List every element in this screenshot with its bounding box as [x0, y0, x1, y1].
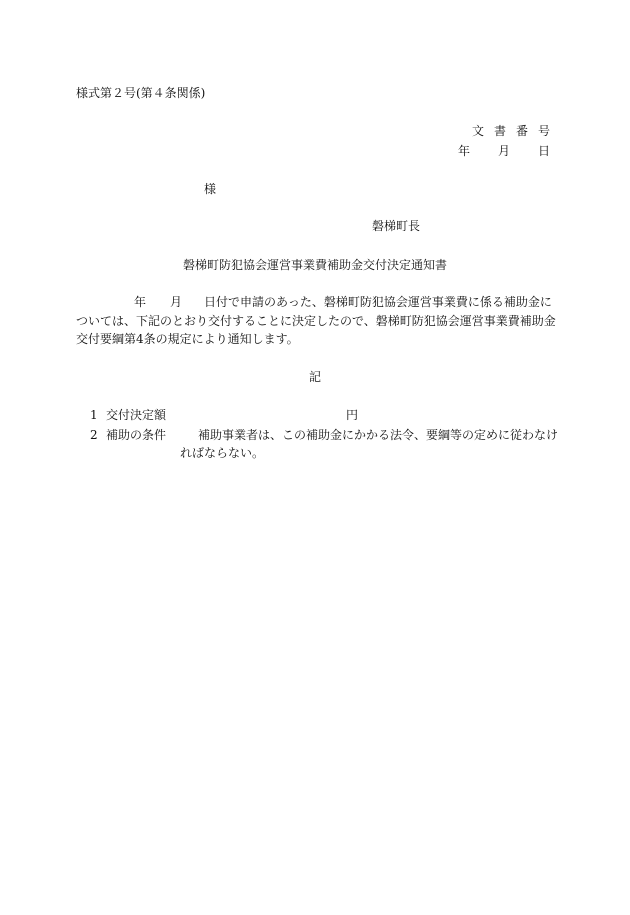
body-line-1	[76, 293, 554, 312]
item-grant-amount	[90, 406, 358, 423]
document-date	[458, 142, 550, 159]
item-value: 円	[346, 408, 359, 422]
body-line-2: ついては、下記のとおり交付することに決定したので、磐梯町防犯協会運営事業費補助金	[76, 313, 556, 328]
body-line-3: 交付要綱第4条の規定により通知します。	[76, 332, 299, 346]
date-year-label: 年	[457, 144, 470, 158]
date-day-label: 日	[537, 144, 550, 158]
item-value: 補助事業者は、この補助金にかかる法令、要綱等の定めに従わなけ	[198, 428, 559, 442]
item-conditions-continuation: ればならない。	[180, 446, 265, 460]
document-title: 磐梯町防犯協会運営事業費補助金交付決定通知書	[182, 258, 447, 272]
item-number: 1	[90, 408, 98, 422]
body-month: 月	[170, 295, 183, 309]
body-line-1-text: 日付で申請のあった、磐梯町防犯協会運営事業費に係る補助金に	[204, 295, 552, 309]
sender-name: 磐梯町長	[372, 219, 421, 233]
item-label: 補助の条件	[106, 428, 167, 442]
date-month-label: 月	[497, 144, 510, 158]
ki-heading: 記	[308, 370, 321, 384]
notice-body	[76, 293, 554, 349]
recipient-suffix: 様	[204, 182, 217, 196]
form-number: 様式第２号(第４条関係)	[76, 86, 206, 100]
item-grant-conditions	[90, 426, 558, 443]
body-year: 年	[134, 295, 147, 309]
document-number-label: 文書番号	[471, 124, 560, 138]
item-label: 交付決定額	[106, 408, 167, 422]
item-number: 2	[90, 428, 98, 442]
